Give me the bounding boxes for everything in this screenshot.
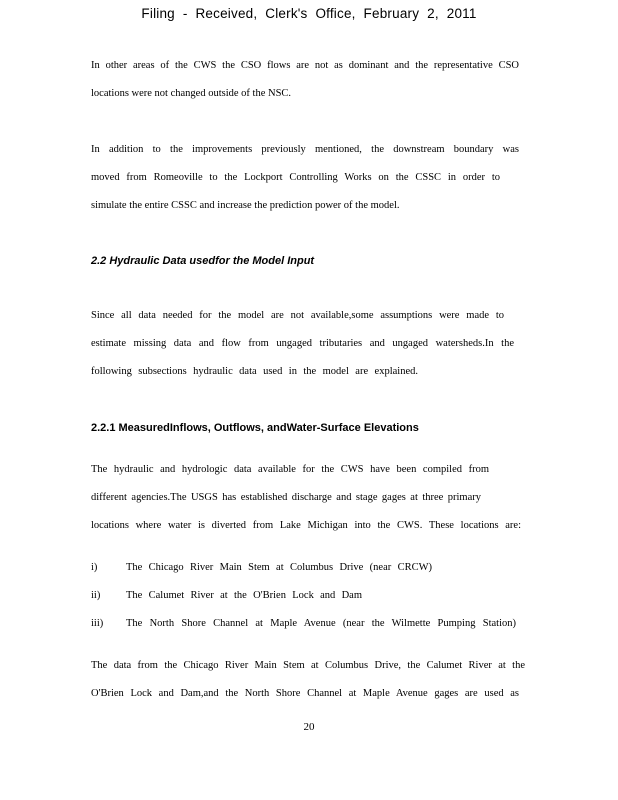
list-item-number: ii) (91, 590, 101, 601)
list-item-number: i) (91, 562, 98, 573)
paragraph-2-line-1: In addition to the improvements previously mentioned, the downstream boundary was (91, 144, 519, 155)
list-item-text: The North Shore Channel at Maple Avenue (near the Wilmette Pumping Station) (126, 618, 516, 629)
list-item (91, 561, 521, 575)
paragraph-4-line-2: different agencies.The USGS has established discharge and stage gages at three primary (91, 492, 481, 503)
list-item-text: The Calumet River at the O'Brien Lock and Dam (126, 590, 362, 601)
list-item (91, 617, 521, 631)
paragraph-2-line-2: moved from Romeoville to the Lockport Controlling Works on the CSSC in order to (91, 172, 500, 183)
paragraph-4-line-3: locations where water is diverted from Lake Michigan into the CWS. These locations are: (91, 520, 521, 531)
paragraph-2-line-3: simulate the entire CSSC and increase the prediction power of the model. (91, 200, 400, 211)
list-item-text: The Chicago River Main Stem at Columbus Drive (near CRCW) (126, 562, 432, 573)
paragraph-5-line-1: The data from the Chicago River Main Stem at Columbus Drive, the Calumet River at the (91, 660, 525, 671)
paragraph-3-line-1: Since all data needed for the model are not available,some assumptions were made to (91, 310, 504, 321)
paragraph-3-line-3: following subsections hydraulic data used in the model are explained. (91, 366, 418, 377)
paragraph-1-line-1: In other areas of the CWS the CSO flows are not as dominant and the representative CSO (91, 60, 519, 71)
section-heading-2-2: 2.2 Hydraulic Data usedfor the Model Input (91, 255, 315, 267)
paragraph-1-line-2: locations were not changed outside of the NSC. (91, 88, 292, 99)
filing-header: Filing - Received, Clerk's Office, February 2, 2011 (141, 6, 477, 21)
list-item (91, 589, 521, 603)
paragraph-4-line-1: The hydraulic and hydrologic data available for the CWS have been compiled from (91, 464, 489, 475)
paragraph-5-line-2: O'Brien Lock and Dam,and the North Shore Channel at Maple Avenue gages are used as (91, 688, 519, 699)
paragraph-3-line-2: estimate missing data and flow from ungaged tributaries and ungaged watersheds.In the (91, 338, 514, 349)
page-number: 20 (303, 721, 315, 733)
section-heading-2-2-1: 2.2.1 MeasuredInflows, Outflows, andWater-Surface Elevations (91, 422, 419, 434)
list-item-number: iii) (91, 618, 104, 629)
